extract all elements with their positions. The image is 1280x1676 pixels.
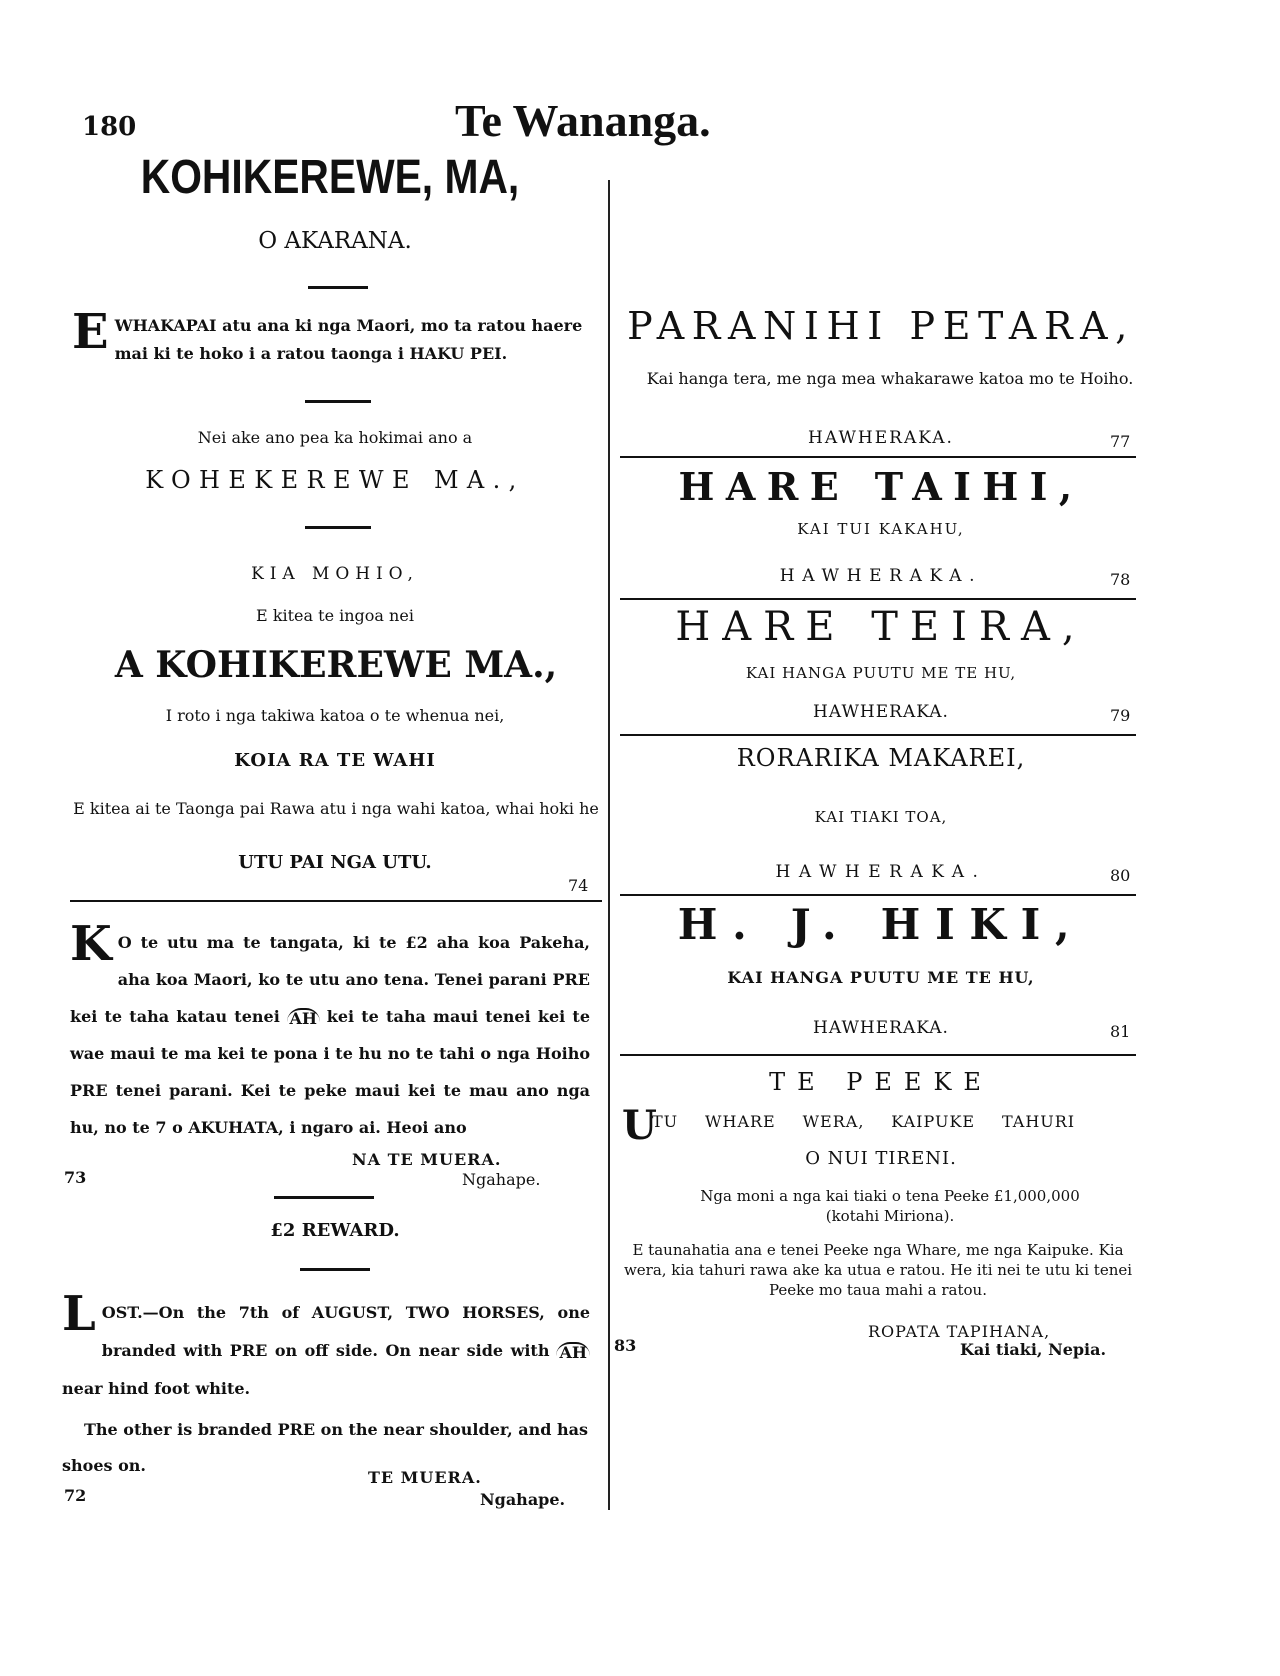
brand-mark: AH (556, 1342, 590, 1362)
ad-number: 80 (1110, 866, 1131, 885)
bank-title: TE PEEKE (769, 1068, 993, 1096)
lost-text-b: near hind foot white. (62, 1379, 251, 1398)
divider (274, 1196, 374, 1199)
business-name: H. J. HIKI, (677, 900, 1085, 949)
kitea-line: E kitea te ingoa nei (256, 606, 414, 625)
business-place: HAWHERAKA. (813, 1018, 949, 1038)
ad-number: 72 (64, 1486, 87, 1505)
kitea-ai-text: E kitea ai te Taonga pai Rawa atu i nga wahi katoa, whai hoki he (73, 799, 599, 818)
bank-body: E taunahatia ana e tenei Peeke nga Whare, me nga Kaipuke. Kia wera, kia tahuri rawa ake ka utua e ratou. He iti nei te utu ki tenei Peeke mo taua mahi a ratou. (623, 1241, 1133, 1299)
signer-title: Kai tiaki, Nepia. (960, 1340, 1107, 1359)
reward-title: £2 REWARD. (270, 1220, 400, 1241)
ad-number: 81 (1110, 1022, 1131, 1041)
signer: TE MUERA. (368, 1468, 482, 1487)
bank-subtitle-1: TU WHARE WERA, KAIPUKE TAHURI (652, 1112, 1076, 1131)
ad-number: 74 (568, 876, 589, 895)
page-number: 180 (82, 112, 137, 142)
drop-cap: K (70, 916, 112, 972)
masthead-title: Te Wananga. (455, 95, 711, 146)
ad-separator (620, 1054, 1136, 1056)
business-desc: KAI TUI KAKAHU, (797, 520, 965, 538)
business-place: HAWHERAKA. (775, 862, 987, 882)
divider (308, 286, 368, 289)
signer-place: Ngahape. (462, 1170, 541, 1189)
ad-separator (620, 456, 1136, 458)
drop-cap: L (62, 1286, 96, 1342)
notice-text-a: O te utu ma te tangata, ki te £2 aha koa Pakeha, aha koa Maori, ko te utu ano tena. Tenei parani PRE kei te taha katau tenei (70, 933, 590, 1026)
drop-cap: U (622, 1102, 657, 1149)
business-name: HARE TAIHI, (678, 464, 1084, 509)
ad-number: 83 (614, 1336, 637, 1355)
ad-number: 73 (64, 1168, 87, 1187)
business-place: HAWHERAKA. (779, 566, 983, 586)
bank-subtitle-2: O NUI TIRENI. (805, 1148, 957, 1169)
drop-cap: E (72, 304, 109, 360)
business-desc: Kai hanga tera, me nga mea whakarawe katoa mo te Hoiho. (646, 369, 1134, 388)
firm-name-3: A KOHIKEREWE MA., (114, 644, 558, 686)
brand-mark: AH (287, 1008, 321, 1028)
business-place: HAWHERAKA. (813, 702, 949, 722)
intro-paragraph (72, 304, 600, 368)
signer-place: Ngahape. (480, 1490, 566, 1509)
utu-line: UTU PAI NGA UTU. (238, 852, 432, 873)
business-desc: KAI HANGA PUUTU ME TE HU, (745, 664, 1017, 682)
business-desc: KAI TIAKI TOA, (814, 808, 948, 826)
lost-text-a: OST.—On the 7th of AUGUST, TWO HORSES, one branded with PRE on off side. On near side with (101, 1303, 590, 1360)
roto-line: I roto i nga takiwa katoa o te whenua nei, (165, 706, 505, 725)
intro-text: WHAKAPAI atu ana ki nga Maori, mo ta ratou haere mai ki te hoko i a ratou taonga i HAKU PEI. (114, 316, 583, 363)
notice-paragraph (70, 916, 590, 1146)
notice-text-b: kei te taha maui tenei kei te wae maui te ma kei te pona i te hu no te tahi o nga Hoiho PRE tenei parani. Kei te peke maui kei te mau ano nga hu, no te 7 o AKUHATA, i ngaro ai. Heoi ano (70, 1007, 590, 1137)
firm-place: O AKARANA. (258, 228, 412, 254)
business-desc: KAI HANGA PUUTU ME TE HU, (727, 968, 1035, 987)
ad-number: 77 (1110, 432, 1131, 451)
kia-mohio: KIA MOHIO, (251, 564, 419, 584)
firm-name: KOHIKEREWE, MA, (140, 151, 520, 204)
lost-paragraph (62, 1286, 590, 1408)
business-name: RORARIKA MAKAREI, (736, 744, 1026, 772)
nei-ake-line: Nei ake ano pea ka hokimai ano a (197, 428, 473, 447)
ad-separator (620, 734, 1136, 736)
ad-separator (620, 598, 1136, 600)
ad-separator (620, 894, 1136, 896)
business-name: PARANIHI PETARA, (627, 304, 1135, 348)
bank-capital: Nga moni a nga kai tiaki o tena Peeke £1,000,000 (kotahi Miriona). (700, 1187, 1080, 1225)
divider (305, 400, 371, 403)
ad-number: 79 (1110, 706, 1131, 725)
ad-separator (70, 900, 602, 902)
divider (300, 1268, 370, 1271)
business-name: HARE TEIRA, (675, 604, 1087, 650)
business-place: HAWHERAKA. (808, 428, 954, 448)
lost-text-c: The other is branded PRE on the near shoulder, and has shoes on. (62, 1420, 589, 1475)
signer: ROPATA TAPIHANA, (868, 1322, 1051, 1341)
divider (305, 526, 371, 529)
signer: NA TE MUERA. (352, 1150, 502, 1169)
ad-number: 78 (1110, 570, 1131, 589)
koia-line: KOIA RA TE WAHI (234, 750, 436, 771)
column-divider (608, 180, 610, 1510)
firm-name-2: KOHEKEREWE MA., (145, 466, 525, 494)
